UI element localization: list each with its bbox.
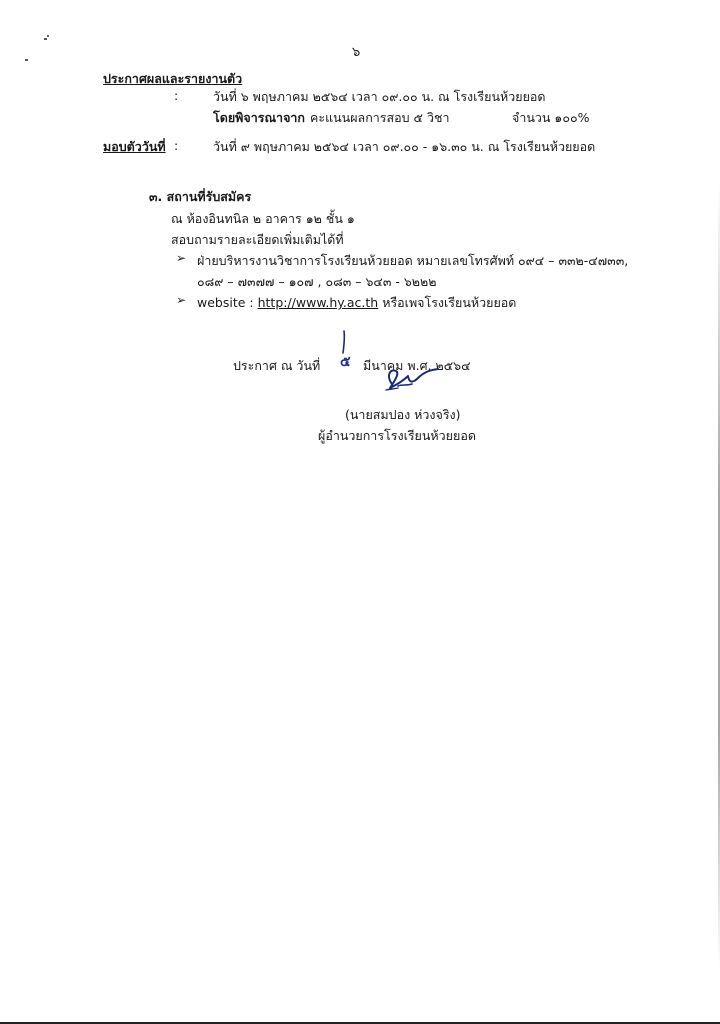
signer-name: (นายสมปอง ห่วงจริง) [345, 407, 461, 422]
signer-title: ผู้อำนวยการโรงเรียนห้วยยอด [318, 428, 476, 443]
quota-text: จำนวน ๑๐๐% [512, 110, 590, 125]
announce-heading: ประกาศผลและรายงานตัว [103, 71, 243, 86]
website-suffix: หรือเพจโรงเรียนห้วยยอด [378, 295, 517, 310]
website-prefix: website : [197, 295, 258, 310]
contact-line1: ฝ่ายบริหารงานวิชาการโรงเรียนห้วยยอด หมายเลขโทรศัพท์ ๐๙๔ – ๓๓๒-๔๗๓๓, [197, 253, 629, 268]
inquiry-text: สอบถามรายละเอียดเพิ่มเติมได้ที่ [171, 232, 344, 247]
handover-heading: มอบตัววันที่ [103, 139, 166, 154]
consider-text: คะแนนผลการสอบ ๕ วิชา [310, 110, 450, 125]
announce-colon: : [174, 88, 179, 103]
bullet-arrow-icon: ➢ [176, 251, 187, 265]
announced-date-prefix: ประกาศ ณ วันที่ [233, 358, 321, 373]
consider-label: โดยพิจารณาจาก [213, 110, 305, 125]
page-number: ๖ [352, 45, 361, 60]
handwritten-day: ๕ [340, 354, 351, 370]
handover-colon: : [174, 138, 179, 153]
section3-heading: ๓. สถานที่รับสมัคร [149, 189, 252, 204]
website-line [197, 293, 516, 313]
scan-speck [47, 35, 49, 37]
pen-mark [334, 329, 354, 359]
handover-text: วันที่ ๙ พฤษภาคม ๒๕๖๔ เวลา ๐๙.๐๐ - ๑๖.๓๐ น. ณ โรงเรียนห้วยยอด [213, 139, 596, 154]
announce-line1: วันที่ ๖ พฤษภาคม ๒๕๖๔ เวลา ๐๙.๐๐ น. ณ โรงเรียนห้วยยอด [213, 89, 546, 104]
scan-speck [44, 38, 47, 40]
contact-line2: ๐๘๙ – ๗๓๗๗ – ๑๐๗ , ๐๘๓ – ๖๔๓ - ๖๒๒๒ [197, 274, 437, 289]
website-link[interactable]: http://www.hy.ac.th [257, 295, 379, 310]
location-text: ณ ห้องอินทนิล ๒ อาคาร ๑๒ ชั้น ๑ [171, 211, 355, 226]
bullet-arrow-icon: ➢ [176, 293, 187, 307]
scan-speck [25, 59, 28, 61]
announced-month-year: มีนาคม พ.ศ. ๒๕๖๔ [363, 358, 471, 373]
signature-image [378, 362, 444, 396]
